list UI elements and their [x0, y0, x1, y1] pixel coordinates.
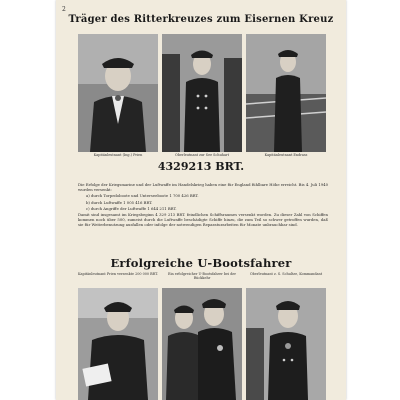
stat-line-attacks: c) durch Angriffe der Luftwaffe 1 644 211 BRT. [86, 205, 177, 211]
page-heading: Träger des Ritterkreuzes zum Eisernen Kreuz [68, 14, 334, 25]
photo-officer-1-image [78, 34, 158, 152]
photo-officer-3-image [246, 34, 326, 152]
page-number: 2 [62, 6, 66, 13]
stat-line-torpedo: a) durch Torpedoboote und Unterseeboote 1 700 426 BRT. [86, 193, 199, 199]
photo-officer-1 [78, 34, 158, 152]
photo-bottom-3-caption: Oberleutnant z. S. Schultze, Kommandant [249, 272, 323, 276]
stat-line-air: b) durch Luftwaffe 1 005 416 BRT. [86, 199, 153, 205]
photo-officer-1-caption: Kapitänleutnant (Ing.) Prien [93, 153, 143, 157]
photo-officer-2-image [162, 34, 242, 152]
section-heading-uboats: Erfolgreiche U-Bootsfahrer [110, 256, 292, 270]
tonnage-heading: 4329213 BRT. [157, 160, 245, 173]
photo-officer-3-caption: Kapitänleutnant Endrass [264, 153, 308, 157]
photo-officer-2 [162, 34, 242, 152]
photo-bottom-1-caption: Kapitänleutnant Prien versenkte 200 000 BRT. [78, 272, 158, 276]
photo-bottom-3 [246, 288, 326, 400]
photo-bottom-2-image [162, 288, 242, 400]
photo-officer-3 [246, 34, 326, 152]
article-body [78, 182, 328, 229]
photo-bottom-1-image [78, 288, 158, 400]
photo-bottom-2 [162, 288, 242, 400]
photo-bottom-2-caption: Ein erfolgreicher U-Bootsfahrer bei der Rückkehr [167, 272, 237, 281]
photo-officer-2-caption: Oberleutnant zur See Schuhart [175, 153, 229, 157]
article-closing: Damit sind insgesamt im Kriegsbeginn 4 329 213 BRT. feindlichen Schiffsraumes versenkt worden. Zu dieser Zahl von Schiffen kommen noch über 500, zumeist durch die Luftwaffe beschädigte Schiffe hinzu, die zum Teil so schwer getroffen wurden, daß sie für Weiterbenutzung ausfallen oder infolge der notwendigen Reparaturarbeiten für Monate unbrauchbar sind. [78, 212, 328, 228]
magazine-page [56, 0, 346, 400]
photo-bottom-1 [78, 288, 158, 400]
article-intro: Die Erfolge der Kriegsmarine und der Luftwaffe im Handelskrieg haben eine für England fühlbare Höhe erreicht. Bis 4. Juli 1940 wurden versenkt: [78, 182, 328, 193]
photo-bottom-3-image [246, 288, 326, 400]
